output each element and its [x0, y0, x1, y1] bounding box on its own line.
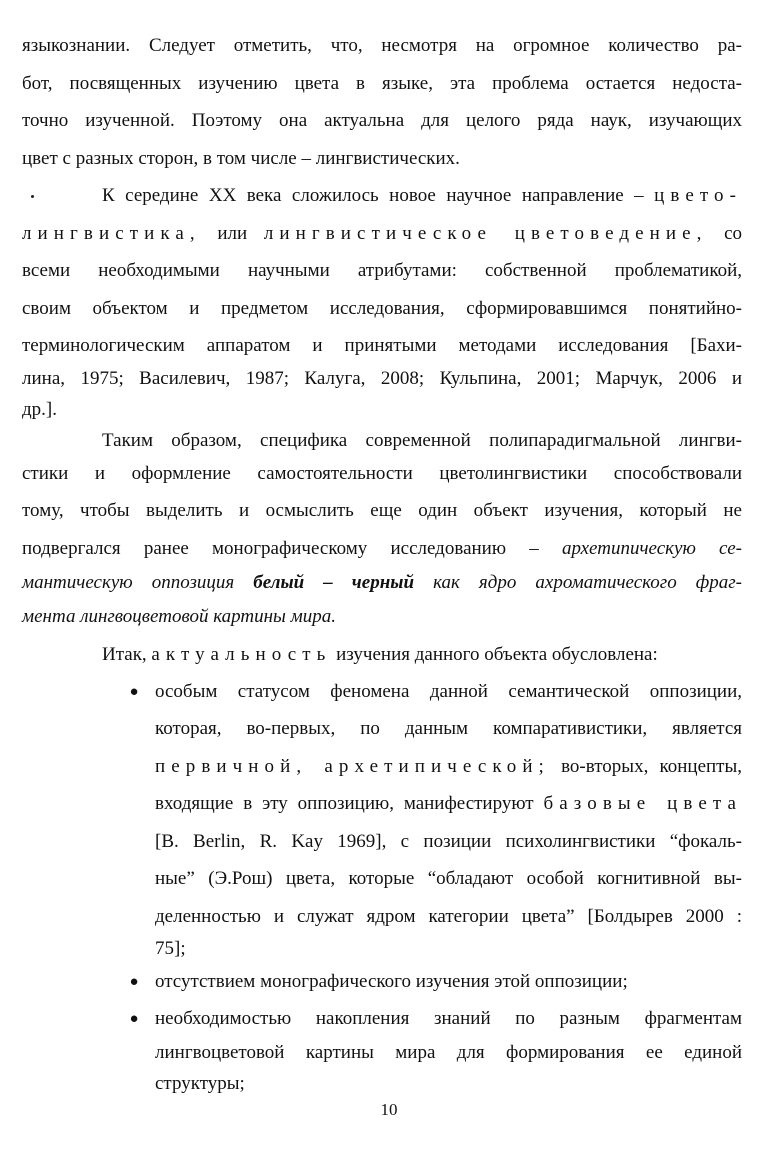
italic-phrase-core: как ядро ахроматического фраг- — [433, 572, 742, 593]
spaced-term-basic-colors: базовые цвета — [543, 793, 743, 814]
bullet-2-line-1: отсутствием монографического изучения этой оппозиции; — [155, 971, 628, 992]
bullet-2-marker: ● — [129, 974, 139, 990]
margin-speck — [31, 195, 34, 198]
spaced-term-ling-color-science: лингвистическое цветоведение, — [263, 223, 708, 244]
paragraph-3-line-4-text: подвергался ранее монографическому исследованию – — [22, 538, 539, 559]
bullet-1-line-4 — [155, 791, 742, 817]
paragraph-1-line-1: языкознании. Следует отметить, что, несмотря на огромное количество ра- — [22, 35, 742, 56]
paragraph-3-line-6: мента лингвоцветовой картины мира. — [22, 606, 337, 627]
spaced-term-primary-archetypal: первичной, архетипической; — [155, 756, 550, 777]
bullet-1-line-5: [B. Berlin, R. Kay 1969], с позиции психолингвистики “фокаль- — [155, 831, 742, 852]
paragraph-2-line-6: лина, 1975; Василевич, 1987; Калуга, 2008; Кульпина, 2001; Марчук, 2006 и — [22, 368, 742, 389]
bullet-3-marker: ● — [129, 1011, 139, 1027]
bullet-1-line-6: ные” (Э.Рош) цвета, которые “обладают особой когнитивной вы- — [155, 868, 742, 889]
paragraph-1-line-4: цвет с разных сторон, в том числе – лингвистических. — [22, 148, 460, 169]
bullet-1-line-3-rest: во-вторых, концепты, — [561, 756, 742, 777]
bullet-3-line-2: лингвоцветовой картины мира для формирования ее единой — [155, 1042, 742, 1063]
bullet-3-line-3: структуры; — [155, 1073, 245, 1094]
paragraph-3-line-4 — [22, 536, 742, 562]
paragraph-3-line-2: стики и оформление самостоятельности цветолингвистики способствовали — [22, 463, 742, 484]
paragraph-2-line-1 — [102, 183, 742, 209]
bullet-1-line-2: которая, во-первых, по данным компаративистики, является — [155, 718, 742, 739]
bullet-1-line-1: особым статусом феномена данной семантической оппозиции, — [155, 681, 742, 702]
paragraph-2-line-2-end: со — [724, 223, 742, 244]
paragraph-1-line-3: точно изученной. Поэтому она актуальна для целого ряда наук, изучающих — [22, 110, 742, 131]
spaced-term-color-ling-end: лингвистика, — [22, 223, 201, 244]
paragraph-4-line-1 — [102, 642, 742, 668]
bold-italic-white-black: белый – черный — [253, 572, 415, 593]
paragraph-2-line-3: всеми необходимыми научными атрибутами: собственной проблематикой, — [22, 260, 742, 281]
paragraph-1-line-2: бот, посвященных изучению цвета в языке, эта проблема остается недоста- — [22, 73, 742, 94]
spaced-term-color-ling-start: цвето- — [654, 185, 742, 206]
paragraph-2-line-4: своим объектом и предметом исследования, сформировавшимся понятийно- — [22, 298, 742, 319]
page-number: 10 — [380, 1100, 398, 1119]
italic-phrase-opposition: мантическую оппозиция — [22, 572, 235, 593]
paragraph-2-line-2 — [22, 221, 742, 247]
paragraph-3-line-1: Таким образом, специфика современной полипарадигмальной лингви- — [102, 430, 742, 451]
paragraph-2-line-1-text: К середине XX века сложилось новое научное направление – — [102, 185, 644, 206]
spaced-term-relevance: актуальность — [151, 644, 332, 665]
bullet-1-line-8: 75]; — [155, 938, 186, 959]
paragraph-2-line-5: терминологическим аппаратом и принятыми методами исследования [Бахи- — [22, 335, 742, 356]
italic-phrase-archetypal: архетипическую се- — [561, 538, 743, 559]
paragraph-4-rest: изучения данного объекта обусловлена: — [336, 644, 658, 665]
paragraph-2-connector: или — [217, 223, 248, 244]
bullet-3-line-1: необходимостью накопления знаний по разным фрагментам — [155, 1008, 742, 1029]
bullet-1-line-7: деленностью и служат ядром категории цвета” [Болдырев 2000 : — [155, 906, 742, 927]
bullet-1-line-4-text: входящие в эту оппозицию, манифестируют — [155, 793, 534, 814]
paragraph-2-line-7: др.]. — [22, 399, 57, 420]
bullet-1-line-3 — [155, 754, 742, 780]
paragraph-3-line-3: тому, чтобы выделить и осмыслить еще один объект изучения, который не — [22, 500, 742, 521]
paragraph-3-line-5 — [22, 570, 742, 596]
bullet-1-marker: ● — [129, 684, 139, 700]
paragraph-4-intro: Итак, — [102, 644, 147, 665]
